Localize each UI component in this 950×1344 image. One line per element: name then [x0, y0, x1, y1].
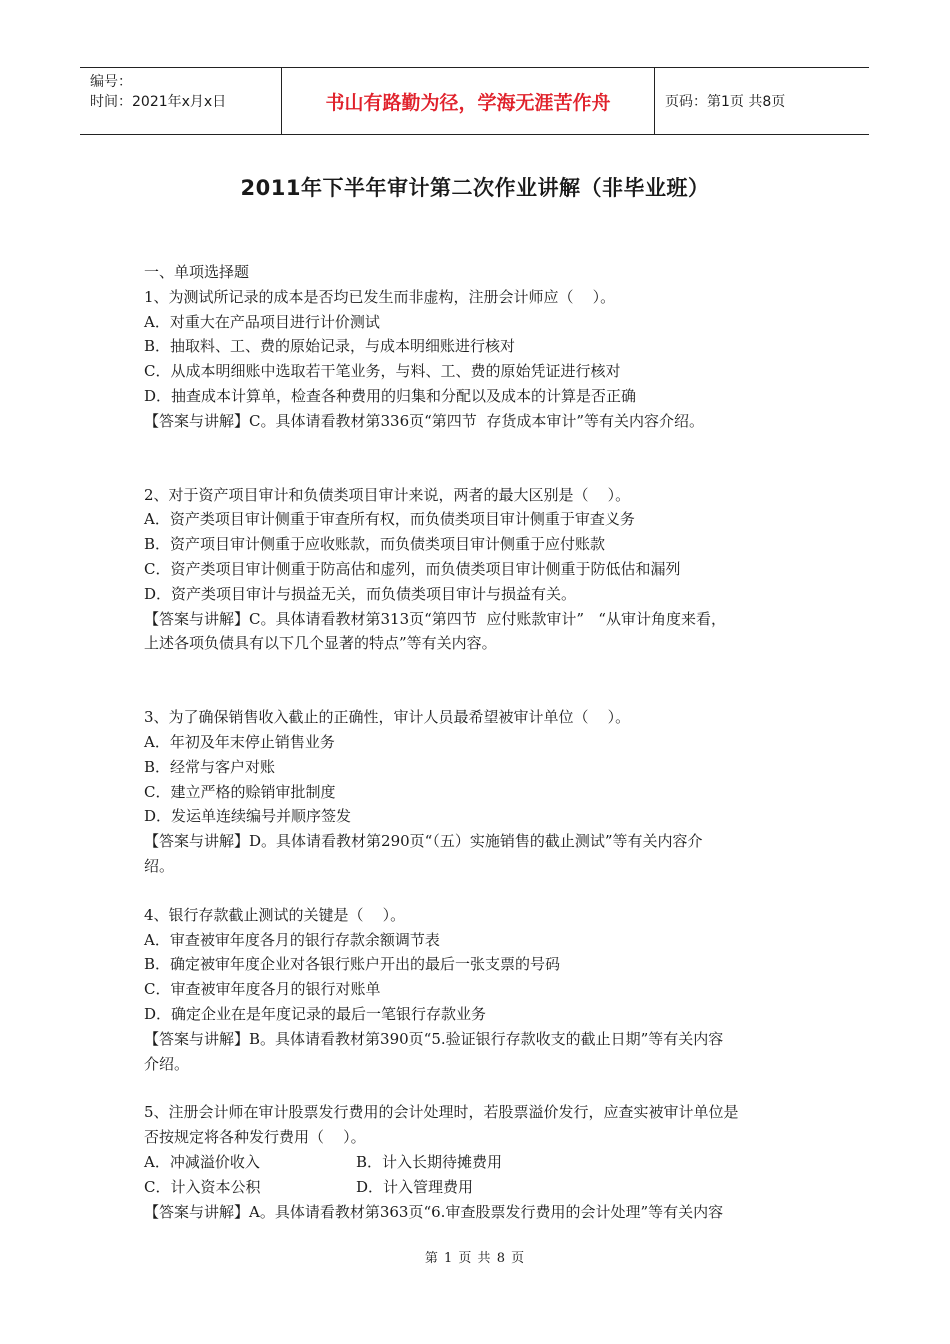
option-d: D．发运单连续编号并顺序签发 [144, 807, 352, 826]
answer-explanation: 【答案与讲解】B。具体请看教材第390页“5.验证银行存款收支的截止日期”等有关内容 [144, 1029, 724, 1048]
option-a: A．对重大在产品项目进行计价测试 [144, 312, 380, 331]
question-stem: 4、银行存款截止测试的关键是（ ）。 [144, 905, 406, 924]
answer-explanation: 【答案与讲解】D。具体请看教材第290页“（五）实施销售的截止测试”等有关内容介 [144, 832, 703, 851]
option-c: C．从成本明细账中选取若干笔业务，与料、工、费的原始凭证进行核对 [144, 362, 621, 381]
answer-explanation-cont: 介绍。 [144, 1054, 190, 1073]
answer-explanation-cont: 绍。 [144, 856, 175, 875]
answer-explanation: 【答案与讲解】A。具体请看教材第363页“6.审查股票发行费用的会计处理”等有关内容 [144, 1202, 724, 1221]
document-body [144, 260, 824, 1224]
option-d: D．计入管理费用 [356, 1177, 474, 1196]
option-d: D．资产类项目审计与损益无关，而负债类项目审计与损益有关。 [144, 584, 577, 603]
answer-explanation: 【答案与讲解】C。具体请看教材第313页“第四节 应付账款审计” “从审计角度来看， [144, 609, 726, 628]
answer-explanation: 【答案与讲解】C。具体请看教材第336页“第四节 存货成本审计”等有关内容介绍。 [144, 411, 704, 430]
option-b: B．确定被审年度企业对各银行账户开出的最后一张支票的号码 [144, 955, 561, 974]
header-motto: 书山有路勤为径，学海无涯苦作舟 [281, 68, 655, 134]
time-label: 时间：2021年x月x日 [90, 94, 227, 110]
page-footer: 第 1 页 共 8 页 [424, 1251, 526, 1266]
option-c: C．建立严格的赊销审批制度 [144, 782, 336, 801]
question-5 [144, 1100, 824, 1224]
option-a: A．审查被审年度各月的银行存款余额调节表 [144, 930, 440, 949]
option-b: B．经常与客户对账 [144, 757, 276, 776]
question-3 [144, 705, 824, 879]
option-a: A．冲减溢价收入 [144, 1152, 260, 1171]
answer-explanation-cont: 上述各项负债具有以下几个显著的特点”等有关内容。 [144, 634, 497, 653]
option-a: A．资产类项目审计侧重于审查所有权，而负债类项目审计侧重于审查义务 [144, 510, 635, 529]
question-stem-cont: 否按规定将各种发行费用（ ）。 [144, 1128, 366, 1147]
option-c: C．计入资本公积 [144, 1177, 261, 1196]
question-stem: 2、对于资产项目审计和负债类项目审计来说，两者的最大区别是（ ）。 [144, 485, 631, 504]
question-stem: 1、为测试所记录的成本是否均已发生而非虚构，注册会计师应（ ）。 [144, 287, 616, 306]
option-row [144, 1175, 824, 1200]
section-heading: 一、单项选择题 [144, 263, 250, 281]
question-stem: 3、为了确保销售收入截止的正确性，审计人员最希望被审计单位（ ）。 [144, 708, 631, 727]
document-header [80, 67, 869, 135]
question-4 [144, 903, 824, 1077]
option-a: A．年初及年末停止销售业务 [144, 732, 335, 751]
question-1 [144, 285, 824, 434]
question-stem: 5、注册会计师在审计股票发行费用的会计处理时，若股票溢价发行，应查实被审计单位是 [144, 1103, 739, 1122]
option-d: D．确定企业在是年度记录的最后一笔银行存款业务 [144, 1004, 487, 1023]
document-title: 2011年下半年审计第二次作业讲解（非毕业班） [240, 176, 710, 200]
header-page-info: 页码：第1页 共8页 [665, 94, 786, 110]
header-meta [80, 68, 281, 134]
number-label: 编号： [90, 74, 132, 90]
option-b: B．抽取料、工、费的原始记录，与成本明细账进行核对 [144, 337, 516, 356]
option-d: D．抽查成本计算单，检查各种费用的归集和分配以及成本的计算是否正确 [144, 386, 637, 405]
option-c: C．审查被审年度各月的银行对账单 [144, 980, 381, 999]
option-b: B．资产项目审计侧重于应收账款，而负债类项目审计侧重于应付账款 [144, 535, 606, 554]
option-c: C．资产类项目审计侧重于防高估和虚列，而负债类项目审计侧重于防低估和漏列 [144, 559, 681, 578]
option-row [144, 1150, 824, 1175]
option-b: B．计入长期待摊费用 [356, 1152, 503, 1171]
question-2 [144, 483, 824, 657]
